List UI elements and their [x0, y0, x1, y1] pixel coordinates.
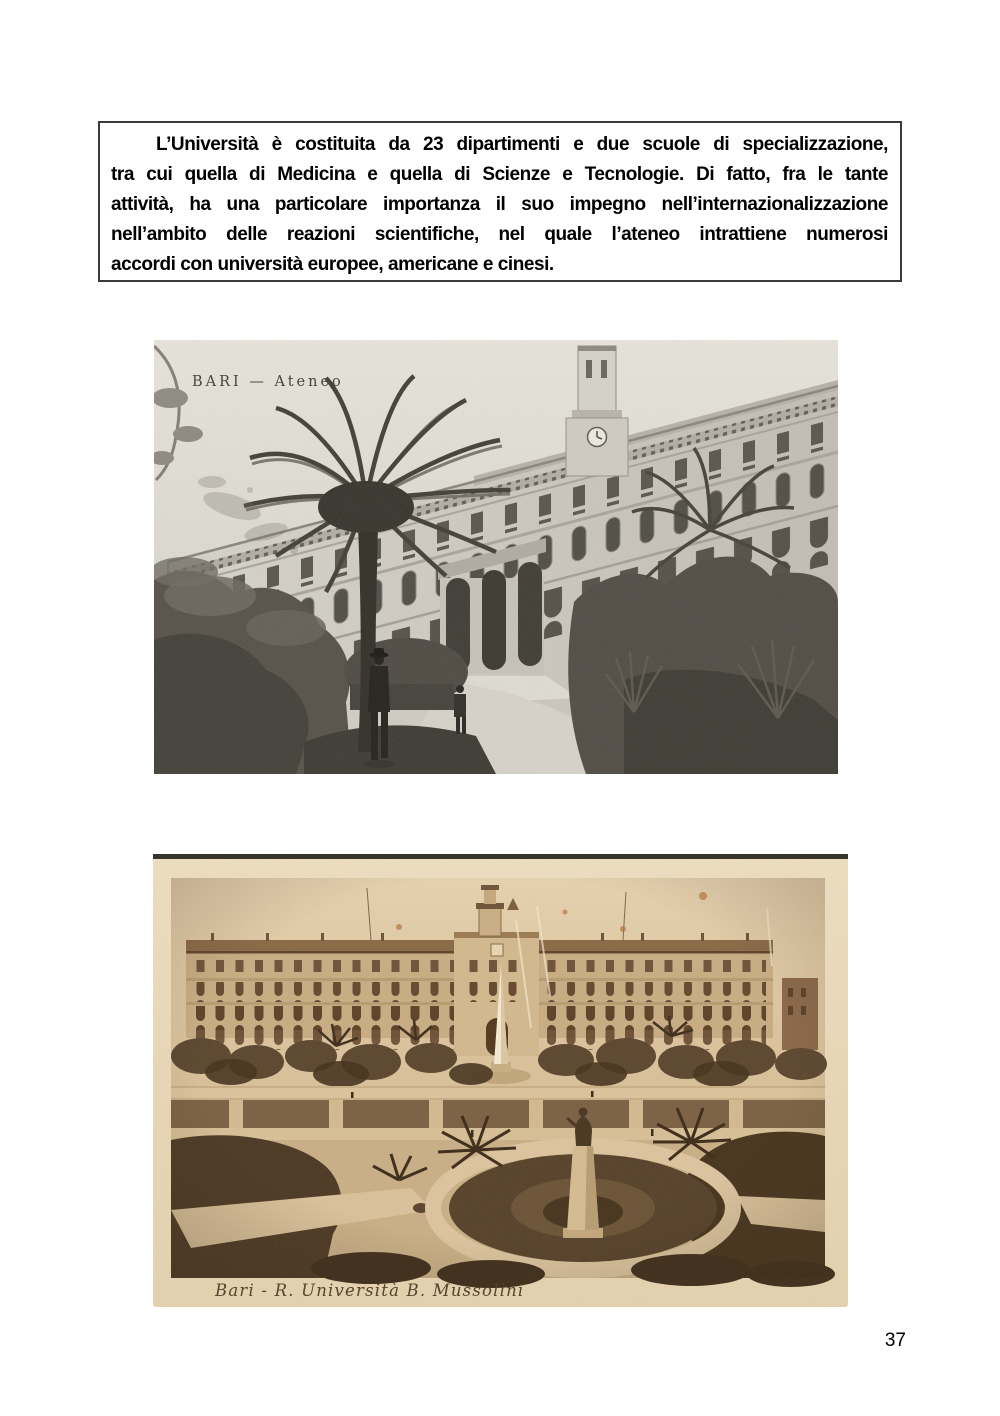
intro-line-3: attività, ha una particolare importanza il suo impegno nell’internazionalizzazione: [111, 194, 888, 215]
postcard-caption: BARI — Ateneo: [192, 374, 344, 390]
page-number: 37: [884, 1330, 906, 1351]
postcard-ateneo-image: [154, 340, 838, 774]
postcard-caption: Bari - R. Università B. Mussolini: [215, 1281, 525, 1300]
postcard-universita-image: [153, 854, 848, 1307]
intro-line-1: L’Università è costituita da 23 dipartimenti e due scuole di specializzazione,: [156, 134, 888, 155]
intro-text-box: [98, 121, 902, 282]
film-grain-overlay: [153, 854, 848, 1307]
film-grain-overlay: [154, 340, 838, 774]
intro-line-4: nell’ambito delle reazioni scientifiche, nel quale l’ateneo intrattiene numerosi: [111, 224, 888, 245]
postcard-bari-ateneo: [154, 340, 838, 774]
postcard-bari-universita: [153, 854, 848, 1307]
intro-line-5: accordi con università europee, americane e cinesi.: [111, 254, 554, 275]
intro-line-2: tra cui quella di Medicina e quella di Scienze e Tecnologie. Di fatto, fra le tante: [111, 164, 888, 185]
